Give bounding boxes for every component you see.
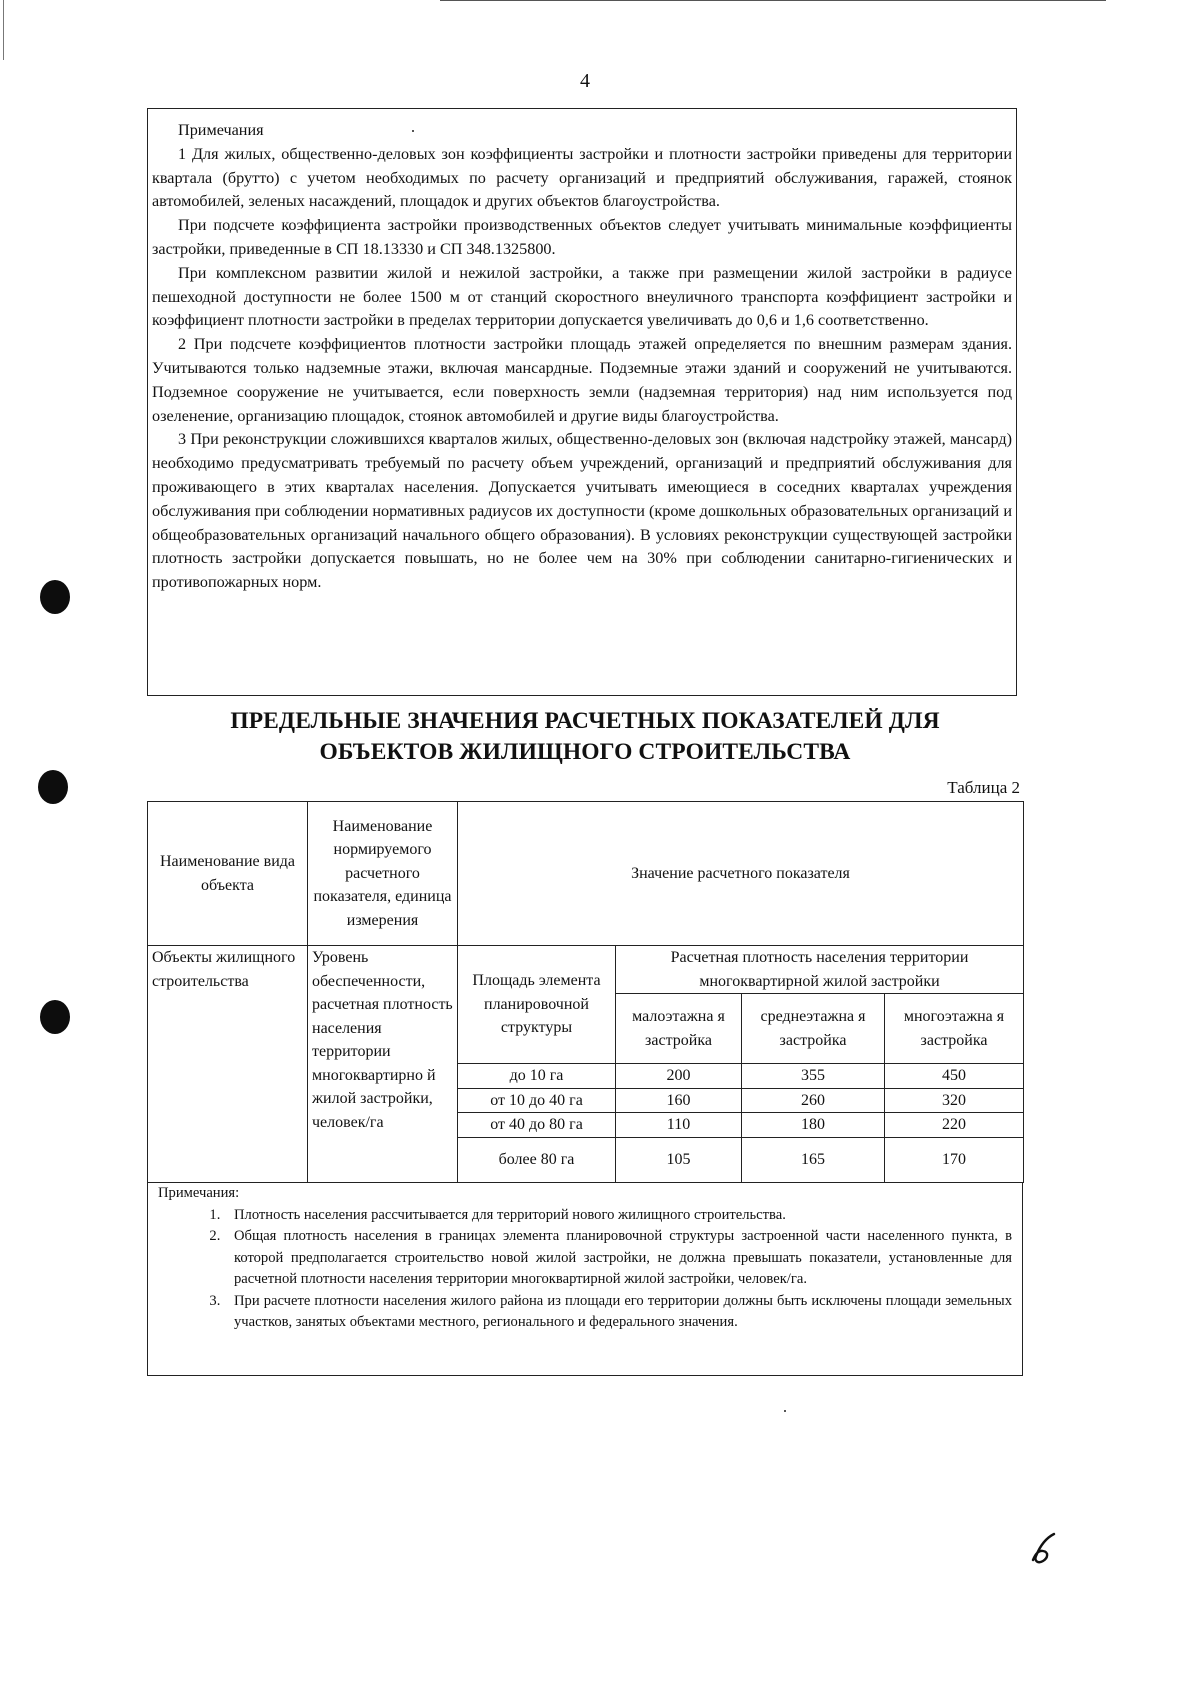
punch-hole <box>40 580 70 614</box>
cell-high-rise: 450 <box>885 1064 1024 1089</box>
indicator-cell: Уровень обеспеченности, расчетная плотность населения территории многоквартирно й жилой застройки, человек/га <box>308 946 458 1183</box>
punch-hole <box>40 1000 70 1034</box>
cell-area: до 10 га <box>458 1064 616 1089</box>
scan-edge-line <box>3 0 4 60</box>
scan-edge-line <box>440 0 1106 1</box>
cell-area: более 80 га <box>458 1137 616 1182</box>
cell-high-rise: 220 <box>885 1113 1024 1138</box>
table-note-item: 3. При расчете плотности населения жилого района из площади его территории должны быть исключены площади земельных участков, занятых объектами местного, регионального и федерального значения. <box>224 1291 1012 1334</box>
cell-low-rise: 160 <box>616 1088 742 1113</box>
table-notes-heading: Примечания: <box>158 1185 240 1201</box>
notes-paragraph: При подсчете коэффициента застройки производственных объектов следует учитывать минимальные коэффициенты застройки, приведенные в СП 18.13330 и СП 348.1325800. <box>152 216 1012 258</box>
table-caption: Таблица 2 <box>947 778 1020 797</box>
page-number: 4 <box>580 70 590 92</box>
table-note-item: 2. Общая плотность населения в границах элемента планировочной структуры застроенной части населенного пункта, в которой предполагается строительство новой жилой застройки, не должна превышать показатели, установленные для расчетной плотности населения территории многоквартирной жилой застройки, человек/га. <box>224 1226 1012 1291</box>
notes-paragraph: 1 Для жилых, общественно-деловых зон коэффициенты застройки и плотности застройки приведены для территории квартала (брутто) с учетом необходимых по расчету организаций и предприятий обслуживания, гаражей, стоянок автомобилей, зеленых насаждений, площадок и других объектов благоустройства. <box>152 144 1012 211</box>
object-type-cell: Объекты жилищного строительства <box>148 946 308 1183</box>
subheader-mid-rise: среднеэтажна я застройка <box>742 994 885 1064</box>
section-title-line: ОБЪЕКТОВ ЖИЛИЩНОГО СТРОИТЕЛЬСТВА <box>319 739 851 765</box>
table-header-row <box>148 802 1024 946</box>
notes-paragraph: 2 При подсчете коэффициентов плотности застройки площадь этажей определяется по внешним размерам здания. Учитываются только надземные этажи, включая мансардные. Подземные этажи зданий и сооружений не учитываются. Подземное сооружение не учитывается, если поверхность земли (надземная территория) над ним используется под озеленение, организацию площадок, стоянок автомобилей и другие виды благоустройства. <box>152 335 1012 425</box>
header-object-type: Наименование вида объекта <box>148 802 308 946</box>
cell-low-rise: 110 <box>616 1113 742 1138</box>
cell-area: от 40 до 80 га <box>458 1113 616 1138</box>
punch-hole <box>38 770 68 804</box>
notes-heading: Примечания <box>178 121 264 139</box>
cell-low-rise: 105 <box>616 1137 742 1182</box>
notes-paragraph: При комплексном развитии жилой и нежилой застройки, а также при размещении жилой застройки в радиусе пешеходной доступности не более 1500 м от станций скоростного внеуличного транспорта коэффициент застройки и коэффициент плотности застройки в пределах территории допускается увеличивать до 0,6 и 1,6 соответственно. <box>152 263 1012 330</box>
cell-mid-rise: 355 <box>742 1064 885 1089</box>
table-notes <box>147 1183 1023 1376</box>
cell-high-rise: 320 <box>885 1088 1024 1113</box>
table-notes-list <box>158 1205 1012 1334</box>
header-indicator-name: Наименование нормируемого расчетного показателя, единица измерения <box>308 802 458 946</box>
cell-area: от 10 до 40 га <box>458 1088 616 1113</box>
subheader-low-rise: малоэтажна я застройка <box>616 994 742 1064</box>
indicators-table <box>147 801 1024 1183</box>
subheader-area: Площадь элемента планировочной структуры <box>458 946 616 1064</box>
cell-mid-rise: 165 <box>742 1137 885 1182</box>
cell-low-rise: 200 <box>616 1064 742 1089</box>
cell-high-rise: 170 <box>885 1137 1024 1182</box>
table-subheader-row <box>148 946 1024 994</box>
handwritten-mark <box>1024 1530 1064 1566</box>
subheader-high-rise: многоэтажна я застройка <box>885 994 1024 1064</box>
subheader-density-group: Расчетная плотность населения территории многоквартирной жилой застройки <box>616 946 1024 994</box>
header-indicator-value: Значение расчетного показателя <box>458 802 1024 946</box>
notes-box <box>147 108 1017 696</box>
scan-speck <box>784 1410 786 1412</box>
cell-mid-rise: 180 <box>742 1113 885 1138</box>
notes-paragraph: 3 При реконструкции сложившихся кварталов жилых, общественно-деловых зон (включая надстройку этажей, мансард) необходимо предусматривать требуемый по расчету объем учреждений, организаций и предприятий обслуживания для проживающего в этих кварталах населения. Допускается учитывать имеющиеся в соседних кварталах учреждения обслуживания при соблюдении нормативных радиусов их доступности (кроме дошкольных образовательных организаций и общеобразовательных организаций начального общего образования). В условиях реконструкции существующей застройки плотность застройки допускается повышать, но не более чем на 30% при соблюдении санитарно-гигиенических и противопожарных норм. <box>152 430 1012 592</box>
section-title-line: ПРЕДЕЛЬНЫЕ ЗНАЧЕНИЯ РАСЧЕТНЫХ ПОКАЗАТЕЛЕЙ ДЛЯ <box>230 708 940 734</box>
cell-mid-rise: 260 <box>742 1088 885 1113</box>
table-note-item: 1. Плотность населения рассчитывается для территорий нового жилищного строительства. <box>224 1205 1012 1227</box>
section-title <box>150 706 1020 768</box>
